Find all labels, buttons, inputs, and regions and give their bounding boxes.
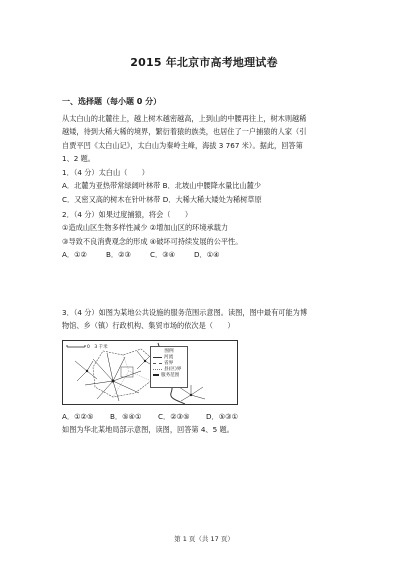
question-option: A．北麓为亚热带常绿阔叶林带 B．北坡山中腰降水量比山麓少 xyxy=(62,181,262,191)
question-option: C．②③⑤ xyxy=(158,412,190,421)
province-border-swatch-icon xyxy=(153,363,162,364)
service-range-swatch-icon xyxy=(153,374,159,376)
next-instruction: 如图为华北某地局部示意图，读图，回答第 4、5 题。 xyxy=(62,425,234,435)
scale-label: 0 3 千米 xyxy=(87,345,108,350)
passage-line: 自贾平凹《太白山记》，太白山为秦岭主峰，海拔 3 767 米）。据此，回答第 xyxy=(62,140,303,150)
question-3-options xyxy=(62,410,352,437)
question-option: C．③④ xyxy=(150,250,176,260)
legend-label: 省界 xyxy=(164,361,174,366)
question-stem: 3．（4 分）如图为某地公共设施的服务范围示意图。读图，图中最有可能为博 xyxy=(62,308,308,317)
passage-line: 从太白山的北麓往上，越上树木越密越高，上到山的中腰再往上，树木则越稀 xyxy=(62,114,307,123)
legend-label: 县(区)界 xyxy=(164,367,182,372)
question-option: B．⑤④① xyxy=(110,412,142,421)
exam-title: 2015 年北京市高考地理试卷 xyxy=(130,56,278,69)
question-statement: ①造成山区生物多样性减少 ②增加山区的环境承载力 xyxy=(62,223,229,233)
section-heading: 一、选择题（每小题 0 分） xyxy=(62,97,162,106)
question-2 xyxy=(62,208,352,262)
question-stem: 物馆、乡（镇）行政机构、集贸市场的依次是（ ） xyxy=(62,321,235,331)
passage-1 xyxy=(62,112,352,166)
question-statement: ③导致不良消费观念的形成 ④破坏可持续发展的公平性。 xyxy=(62,236,243,246)
page-footer: 第 1 页（共 17 页） xyxy=(174,535,234,543)
legend-label: 服务范围 xyxy=(161,373,180,378)
question-3 xyxy=(62,306,352,333)
legend-title: 图例 xyxy=(164,349,174,354)
map-legend xyxy=(150,346,188,388)
question-stem: 1．（4 分）太白山（ ） xyxy=(62,168,149,177)
passage-line: 1、2 题。 xyxy=(62,154,95,164)
legend-label: 河流 xyxy=(164,355,174,360)
question-option: D．①④ xyxy=(194,250,220,260)
passage-line: 越矮，待到大稀大稀的境界，繁衍着猿的族类，也居住了一户捕猿的人家（引 xyxy=(62,127,307,137)
question-option: A．①② xyxy=(62,250,87,260)
question-stem: 2．（4 分）如果过度捕猿，将会（ ） xyxy=(62,210,193,219)
question-option: C．又密又高的树木在针叶林带 D．大稀大稀大矮处为稀树草原 xyxy=(62,194,262,204)
option-row xyxy=(62,410,352,423)
river-swatch-icon xyxy=(153,357,162,358)
question-option: B．②③ xyxy=(106,250,132,260)
option-row xyxy=(62,248,352,261)
county-border-swatch-icon xyxy=(153,369,162,370)
legend-item xyxy=(151,372,187,378)
question-option: D．⑤③① xyxy=(206,412,239,421)
question-1 xyxy=(62,166,352,206)
question-option: A．①②⑤ xyxy=(62,412,94,421)
